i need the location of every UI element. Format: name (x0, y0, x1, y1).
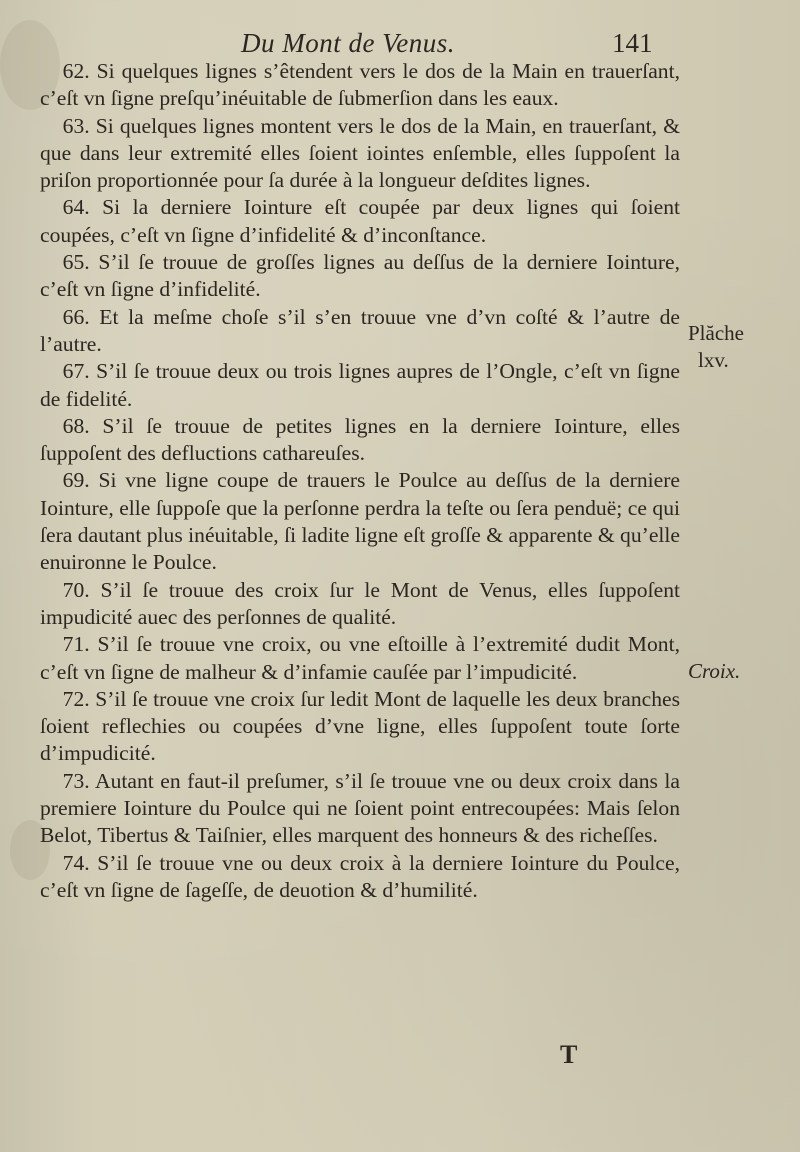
paragraph-74: 74. S’il ſe trouue vne ou deux croix à la derniere Iointure du Poulce, c’eſt vn ſigne de ſageſſe, de deuotion & d’humilité. (40, 850, 680, 902)
paragraph-67: 67. S’il ſe trouue deux ou trois lignes aupres de l’Ongle, c’eſt vn ſigne de fidelité. (40, 359, 680, 411)
page-number: 141 (612, 28, 653, 58)
paragraph-62: 62. Si quelques lignes s’êtendent vers le dos de la Main en trauerſant, c’eſt vn ſigne preſqu’inéuitable de ſubmerſion dans les eaux. (40, 59, 680, 111)
paragraph-73: 73. Autant en faut-il preſumer, s’il ſe trouue vne ou deux croix dans la premiere Iointure du Poulce qui ne ſoient point entrecoupées: Mais ſelon Belot, Tibertus & Taiſnier, elles marquent des honneurs & des richeſſes. (40, 768, 680, 848)
running-title: Du Mont de Venus. (241, 28, 455, 58)
margin-note-planche-line1: Plăche (688, 321, 744, 345)
paragraph-70: 70. S’il ſe trouue des croix ſur le Mont de Venus, elles ſuppoſent impudicité auec des perſonnes de qualité. (40, 577, 680, 629)
paragraph-69: 69. Si vne ligne coupe de trauers le Poulce au deſſus de la derniere Iointure, elle ſuppoſe que la perſonne perdra la teſte ou ſera penduë; ce qui ſera dautant plus inéuitable, ſi ladite ligne eſt groſſe & apparente & qu’elle enuironne le Poulce. (40, 468, 680, 575)
paragraph-63: 63. Si quelques lignes montent vers le dos de la Main, en trauerſant, & que dans leur extremité elles ſoient iointes enſemble, elles ſuppoſent la priſon proportionnée pour ſa durée à la longueur deſdites lignes. (40, 113, 680, 193)
running-head (0, 20, 800, 60)
paragraph-65: 65. S’il ſe trouue de groſſes lignes au deſſus de la derniere Iointure, c’eſt vn ſigne d’infidelité. (40, 250, 680, 302)
paragraph-64: 64. Si la derniere Iointure eſt coupée par deux lignes qui ſoient coupées, c’eſt vn ſigne d’infidelité & d’inconſtance. (40, 195, 680, 247)
margin-note-planche (688, 320, 788, 374)
paragraph-68: 68. S’il ſe trouue de petites lignes en la derniere Iointure, elles ſuppoſent des defluctions cathareuſes. (40, 413, 680, 466)
margin-note-planche-line2: lxv. (698, 348, 729, 372)
catchword: T (560, 1040, 578, 1069)
paragraph-66: 66. Et la meſme choſe s’il s’en trouue vne d’vn coſté & l’autre de l’autre. (40, 304, 680, 356)
body-text (40, 58, 680, 904)
margin-note-croix: Croix. (688, 659, 741, 683)
paragraph-72: 72. S’il ſe trouue vne croix ſur ledit Mont de laquelle les deux branches ſoient reflechies ou coupées d’vne ligne, elles ſuppoſent toute ſorte d’impudicité. (40, 686, 680, 766)
paragraph-71: 71. S’il ſe trouue vne croix, ou vne eſtoille à l’extremité dudit Mont, c’eſt vn ſigne de malheur & d’infamie cauſée par l’impudicité. (40, 632, 680, 684)
